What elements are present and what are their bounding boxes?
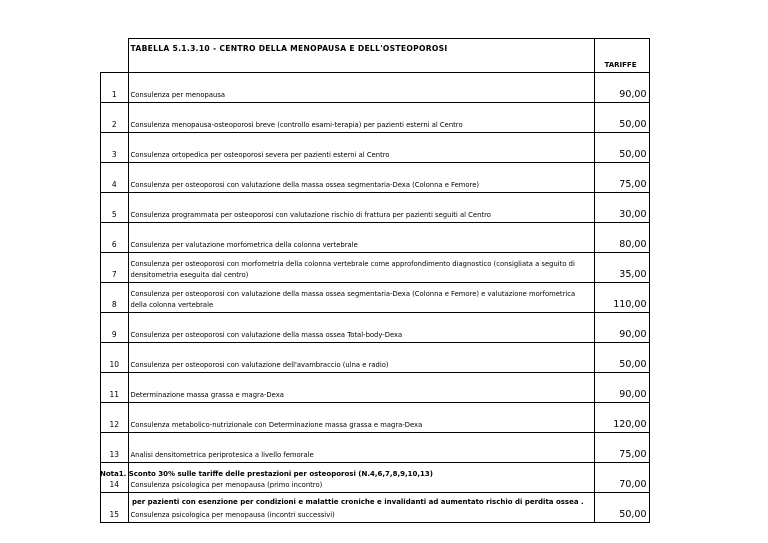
row-description: Consulenza ortopedica per osteoporosi severa per pazienti esterni al Centro bbox=[128, 133, 594, 163]
table-row bbox=[101, 103, 650, 133]
row-number: 9 bbox=[101, 313, 129, 343]
row-number: 1 bbox=[101, 73, 129, 103]
row-description: Consulenza programmata per osteoporosi con valutazione rischio di frattura per pazienti seguiti al Centro bbox=[128, 193, 594, 223]
row-price: 35,00 bbox=[594, 253, 649, 283]
row-price: 90,00 bbox=[594, 73, 649, 103]
row-description: Consulenza psicologica per menopausa (incontri successivi) bbox=[128, 493, 594, 523]
row-number: 7 bbox=[101, 253, 129, 283]
row-number: 6 bbox=[101, 223, 129, 253]
table-row bbox=[101, 283, 650, 313]
table-row bbox=[101, 343, 650, 373]
row-description: Consulenza per osteoporosi con valutazione della massa ossea segmentaria-Dexa (Colonna e Femore) bbox=[128, 163, 594, 193]
row-price: 75,00 bbox=[594, 433, 649, 463]
row-number: 2 bbox=[101, 103, 129, 133]
row-description: Analisi densitometrica periprotesica a livello femorale bbox=[128, 433, 594, 463]
row-price: 50,00 bbox=[594, 343, 649, 373]
row-number: 12 bbox=[101, 403, 129, 433]
row-description: Consulenza per osteoporosi con valutazione dell'avambraccio (ulna e radio) bbox=[128, 343, 594, 373]
table-row bbox=[101, 433, 650, 463]
tariff-table bbox=[100, 38, 650, 523]
row-price: 50,00 bbox=[594, 493, 649, 523]
row-price: 110,00 bbox=[594, 283, 649, 313]
row-price: 50,00 bbox=[594, 133, 649, 163]
row-number: 4 bbox=[101, 163, 129, 193]
row-number: 14 bbox=[101, 463, 129, 493]
row-description: Consulenza metabolico-nutrizionale con Determinazione massa grassa e magra-Dexa bbox=[128, 403, 594, 433]
note-line-1: Nota1. Sconto 30% sulle tariffe delle prestazioni per osteoporosi (N.4,6,7,8,9,10,13) bbox=[100, 470, 433, 478]
table-row bbox=[101, 493, 650, 523]
table-row bbox=[101, 73, 650, 103]
row-description: Consulenza per menopausa bbox=[128, 73, 594, 103]
row-description: Consulenza per valutazione morfometrica della colonna vertebrale bbox=[128, 223, 594, 253]
table-row bbox=[101, 253, 650, 283]
row-number: 3 bbox=[101, 133, 129, 163]
row-price: 70,00 bbox=[594, 463, 649, 493]
row-number: 5 bbox=[101, 193, 129, 223]
row-price: 75,00 bbox=[594, 163, 649, 193]
table-row bbox=[101, 373, 650, 403]
row-description: Consulenza per osteoporosi con valutazione della massa ossea Total-body-Dexa bbox=[128, 313, 594, 343]
table-row bbox=[101, 193, 650, 223]
row-price: 80,00 bbox=[594, 223, 649, 253]
table-row bbox=[101, 133, 650, 163]
price-column-header: TARIFFE bbox=[594, 39, 649, 73]
row-description: Consulenza menopausa-osteoporosi breve (controllo esami-terapia) per pazienti esterni al Centro bbox=[128, 103, 594, 133]
table-title: TABELLA 5.1.3.10 - CENTRO DELLA MENOPAUSA E DELL'OSTEOPOROSI bbox=[128, 39, 594, 73]
row-price: 90,00 bbox=[594, 313, 649, 343]
row-description: Consulenza per osteoporosi con morfometria della colonna vertebrale come approfondimento diagnostico (consigliata a seguito di densitometria eseguita dal centro) bbox=[128, 253, 594, 283]
table-row bbox=[101, 313, 650, 343]
row-description: Determinazione massa grassa e magra-Dexa bbox=[128, 373, 594, 403]
row-number: 8 bbox=[101, 283, 129, 313]
row-price: 120,00 bbox=[594, 403, 649, 433]
row-description: Consulenza psicologica per menopausa (primo incontro) bbox=[128, 463, 594, 493]
table-row bbox=[101, 403, 650, 433]
row-price: 90,00 bbox=[594, 373, 649, 403]
table-row bbox=[101, 223, 650, 253]
row-number: 10 bbox=[101, 343, 129, 373]
header-num-cell bbox=[101, 39, 129, 73]
note-line-2: per pazienti con esenzione per condizioni e malattie croniche e invalidanti ad aumentato rischio di perdita ossea . bbox=[132, 498, 584, 506]
row-number: 13 bbox=[101, 433, 129, 463]
row-description: Consulenza per osteoporosi con valutazione della massa ossea segmentaria-Dexa (Colonna e Femore) e valutazione morfometrica della colonna vertebrale bbox=[128, 283, 594, 313]
row-number: 11 bbox=[101, 373, 129, 403]
table-header-row bbox=[101, 39, 650, 73]
row-number: 15 bbox=[101, 493, 129, 523]
row-price: 50,00 bbox=[594, 103, 649, 133]
row-price: 30,00 bbox=[594, 193, 649, 223]
table-row bbox=[101, 163, 650, 193]
